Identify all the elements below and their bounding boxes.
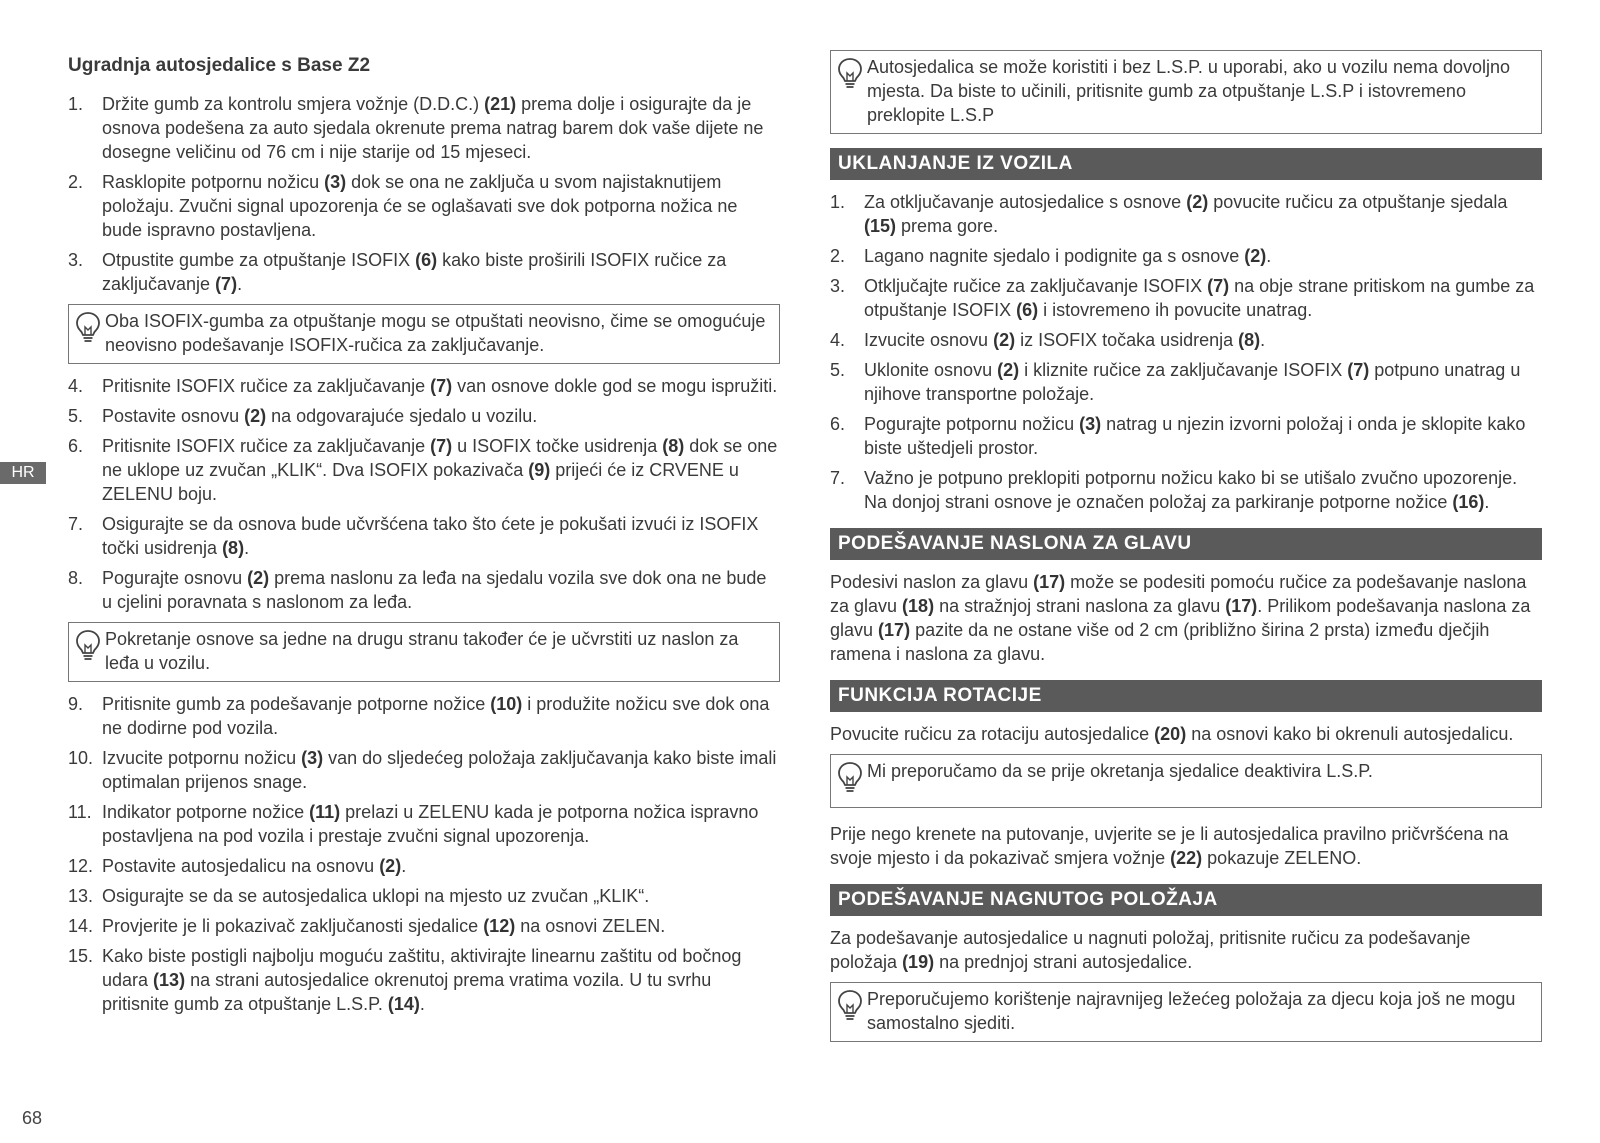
step-number: 2. xyxy=(830,246,846,266)
list-item xyxy=(68,374,780,398)
reference-number: (11) xyxy=(309,802,341,822)
text-run: na stražnjoj strani naslona za glavu xyxy=(934,596,1226,616)
text-run: Držite gumb za kontrolu smjera vožnje (D.D.C.) xyxy=(102,94,485,114)
text-run: Uklonite osnovu xyxy=(864,360,998,380)
text-run: Važno je potpuno preklopiti potpornu nožicu kako bi se utišalo zvučno upozorenje. Na donjoj strani osnove je označen položaj za parkiranje potporne nožice xyxy=(864,468,1518,512)
list-item xyxy=(830,328,1542,352)
note-box xyxy=(68,304,780,364)
reference-number: (7) xyxy=(430,436,453,456)
step-number: 11. xyxy=(68,802,92,822)
text-run: na obje strane pritiskom na gumbe za otpuštanje ISOFIX xyxy=(864,276,1535,320)
text-run: van do sljedećeg položaja zaključavanja kako biste imali optimalan prijenos snage. xyxy=(102,748,777,792)
reference-number: (2) xyxy=(993,330,1016,350)
paragraph xyxy=(830,570,1542,666)
note-box xyxy=(830,982,1542,1042)
text-run: Podesivi naslon za glavu xyxy=(830,572,1034,592)
reference-number: (2) xyxy=(997,360,1020,380)
reference-number: (14) xyxy=(387,994,420,1014)
section-header: FUNKCIJA ROTACIJE xyxy=(830,680,1542,712)
text-run: Pogurajte osnovu xyxy=(102,568,248,588)
text-run: prelazi u ZELENU kada je potporna nožica ispravno postavljena na pod vozila i prestaje zvučni signal upozorenja. xyxy=(102,802,759,846)
list-item xyxy=(68,566,780,614)
list-item xyxy=(830,412,1542,460)
text-run: na prednjoj strani autosjedalice. xyxy=(934,952,1193,972)
text-run: . xyxy=(1484,492,1490,512)
reference-number: (16) xyxy=(1452,492,1485,512)
text-run: Izvucite potpornu nožicu xyxy=(102,748,302,768)
lightbulb-icon xyxy=(837,57,863,91)
reference-number: (13) xyxy=(153,970,186,990)
reference-number: (21) xyxy=(484,94,517,114)
text-run: pokazuje ZELENO. xyxy=(1202,848,1362,868)
text-run: . xyxy=(244,538,250,558)
step-number: 12. xyxy=(68,856,94,876)
note-text: Mi preporučamo da se prije okretanja sjedalice deaktivira L.S.P. xyxy=(867,761,1373,781)
text-run: . xyxy=(237,274,243,294)
text-run: Osigurajte se da se autosjedalica uklopi na mjesto uz zvučan „KLIK“. xyxy=(102,886,650,906)
reference-number: (8) xyxy=(222,538,245,558)
note-text: Autosjedalica se može koristiti i bez L.S.P. u uporabi, ako u vozilu nema dovoljno mjesta. Da biste to učinili, pritisnite gumb za otpuštanje L.S.P i istovremeno preklopite L.S.P xyxy=(867,57,1511,125)
reference-number: (9) xyxy=(528,460,551,480)
text-run: dok se ona ne zaključa u svom najistaknutijem položaju. Zvučni signal upozorenja će se oglašavati sve dok potporna nožica ne bude ispravno postavljena. xyxy=(102,172,738,240)
paragraph xyxy=(830,822,1542,870)
list-item xyxy=(68,248,780,296)
text-run: Povucite ručicu za rotaciju autosjedalice xyxy=(830,724,1155,744)
list-item xyxy=(68,404,780,428)
text-run: može se podesiti pomoću ručice za podešavanje naslona za glavu xyxy=(830,572,1527,616)
text-run: Rasklopite potpornu nožicu xyxy=(102,172,325,192)
text-run: potpuno unatrag u njihove transportne položaje. xyxy=(864,360,1521,404)
reference-number: (17) xyxy=(1225,596,1258,616)
list-item xyxy=(830,190,1542,238)
text-run: dok se one ne uklope uz zvučan „KLIK“. Dva ISOFIX pokazivača xyxy=(102,436,778,480)
step-number: 1. xyxy=(830,192,846,212)
list-item xyxy=(68,746,780,794)
step-number: 6. xyxy=(68,436,84,456)
note-text: Pokretanje osnove sa jedne na drugu stranu također će je učvrstiti uz naslon za leđa u vozilu. xyxy=(105,629,739,673)
text-run: Postavite autosjedalicu na osnovu xyxy=(102,856,380,876)
text-run: Kako biste postigli najbolju moguću zaštitu, aktivirajte linearnu zaštitu od bočnog udara xyxy=(102,946,742,990)
list-item xyxy=(830,274,1542,322)
text-run: povucite ručicu za otpuštanje sjedala xyxy=(1208,192,1508,212)
reference-number: (3) xyxy=(324,172,347,192)
reference-number: (10) xyxy=(490,694,523,714)
lightbulb-icon xyxy=(837,989,863,1023)
reference-number: (3) xyxy=(301,748,324,768)
paragraph xyxy=(830,722,1542,746)
list-item xyxy=(68,92,780,164)
list-item xyxy=(68,434,780,506)
note-box xyxy=(68,622,780,682)
list-item xyxy=(830,466,1542,514)
text-run: prema dolje i osigurajte da je osnova podešena za auto sjedala okrenute prema natrag barem dok vaše dijete ne dosegne veličinu od 76 cm i nije starije od 15 mjeseci. xyxy=(102,94,764,162)
step-number: 13. xyxy=(68,886,94,906)
step-number: 2. xyxy=(68,172,84,192)
note-box xyxy=(830,754,1542,808)
right-column xyxy=(830,50,1542,1052)
reference-number: (17) xyxy=(878,620,911,640)
list-item xyxy=(68,512,780,560)
text-run: . xyxy=(1266,246,1272,266)
text-run: Za podešavanje autosjedalice u nagnuti položaj, pritisnite ručicu za podešavanje položaja xyxy=(830,928,1471,972)
reference-number: (15) xyxy=(864,216,897,236)
step-number: 9. xyxy=(68,694,84,714)
text-run: Izvucite osnovu xyxy=(864,330,994,350)
step-number: 14. xyxy=(68,916,94,936)
reference-number: (2) xyxy=(244,406,267,426)
step-number: 10. xyxy=(68,748,94,768)
lightbulb-icon xyxy=(75,311,101,345)
list-item xyxy=(68,914,780,938)
reference-number: (18) xyxy=(902,596,935,616)
text-run: Otključajte ručice za zaključavanje ISOFIX xyxy=(864,276,1208,296)
lightbulb-icon xyxy=(837,761,863,795)
reference-number: (19) xyxy=(902,952,935,972)
step-number: 4. xyxy=(830,330,846,350)
note-text: Preporučujemo korištenje najravnijeg ležećeg položaja za djecu koja još ne mogu samostalno sjediti. xyxy=(867,989,1516,1033)
reference-number: (22) xyxy=(1170,848,1203,868)
reference-number: (8) xyxy=(1238,330,1261,350)
text-run: natrag u njezin izvorni položaj i onda je sklopite kako biste uštedjeli prostor. xyxy=(864,414,1526,458)
reference-number: (20) xyxy=(1154,724,1187,744)
text-run: na osnovi kako bi okrenuli autosjedalicu. xyxy=(1186,724,1514,744)
text-run: i kliznite ručice za zaključavanje ISOFIX xyxy=(1019,360,1348,380)
reference-number: (2) xyxy=(379,856,402,876)
reference-number: (2) xyxy=(247,568,270,588)
left-column xyxy=(68,50,780,1022)
step-number: 7. xyxy=(68,514,84,534)
paragraph xyxy=(830,926,1542,974)
list-item xyxy=(68,170,780,242)
text-run: i istovremeno ih povucite unatrag. xyxy=(1038,300,1313,320)
reference-number: (2) xyxy=(1244,246,1267,266)
lightbulb-icon xyxy=(75,629,101,663)
note-text: Oba ISOFIX-gumba za otpuštanje mogu se otpuštati neovisno, čime se omogućuje neovisno podešavanje ISOFIX-ručica za zaključavanje. xyxy=(105,311,766,355)
reference-number: (7) xyxy=(430,376,453,396)
language-tab: HR xyxy=(0,462,46,484)
list-item xyxy=(68,854,780,878)
reference-number: (3) xyxy=(1079,414,1102,434)
list-item xyxy=(68,884,780,908)
text-run: Lagano nagnite sjedalo i podignite ga s osnove xyxy=(864,246,1245,266)
reference-number: (12) xyxy=(483,916,516,936)
text-run: i produžite nožicu sve dok ona ne dodirne pod vozila. xyxy=(102,694,770,738)
text-run: u ISOFIX točke usidrenja xyxy=(452,436,663,456)
note-box xyxy=(830,50,1542,134)
text-run: prijeći će iz CRVENE u ZELENU boju. xyxy=(102,460,739,504)
reference-number: (8) xyxy=(662,436,685,456)
text-run: Pritisnite ISOFIX ručice za zaključavanje xyxy=(102,376,431,396)
text-run: pazite da ne ostane više od 2 cm (približno širina 2 prsta) između dječjih ramena i naslona za glavu. xyxy=(830,620,1490,664)
page-number: 68 xyxy=(22,1108,43,1128)
section-header: PODEŠAVANJE NASLONA ZA GLAVU xyxy=(830,528,1542,560)
text-run: Otpustite gumbe za otpuštanje ISOFIX xyxy=(102,250,416,270)
steps-list xyxy=(68,92,780,296)
text-run: Osigurajte se da osnova bude učvršćena tako što ćete je pokušati izvući iz ISOFIX točki usidrenja xyxy=(102,514,759,558)
text-run: . Prilikom podešavanja naslona za glavu xyxy=(830,596,1531,640)
reference-number: (7) xyxy=(1207,276,1230,296)
step-number: 4. xyxy=(68,376,84,396)
text-run: . xyxy=(401,856,407,876)
list-item xyxy=(830,244,1542,268)
step-number: 5. xyxy=(68,406,84,426)
text-run: van osnove dokle god se mogu ispružiti. xyxy=(452,376,778,396)
text-run: na odgovarajuće sjedalo u vozilu. xyxy=(266,406,538,426)
text-run: . xyxy=(1260,330,1266,350)
list-item xyxy=(68,944,780,1016)
text-run: Provjerite je li pokazivač zaključanosti sjedalice xyxy=(102,916,484,936)
text-run: Postavite osnovu xyxy=(102,406,245,426)
steps-list xyxy=(68,692,780,1016)
text-run: . xyxy=(419,994,425,1014)
step-number: 3. xyxy=(68,250,84,270)
step-number: 7. xyxy=(830,468,846,488)
reference-number: (7) xyxy=(1347,360,1370,380)
text-run: prema gore. xyxy=(896,216,999,236)
text-run: Pritisnite gumb za podešavanje potporne nožice xyxy=(102,694,491,714)
text-run: prema naslonu za leđa na sjedalu vozila sve dok ona ne bude u cjelini poravnata s naslonom za leđa. xyxy=(102,568,767,612)
reference-number: (17) xyxy=(1033,572,1066,592)
reference-number: (7) xyxy=(215,274,238,294)
list-item xyxy=(68,692,780,740)
text-run: na strani autosjedalice okrenutoj prema vratima vozila. U tu svrhu pritisnite gumb za otpuštanje L.S.P. xyxy=(102,970,712,1014)
list-item xyxy=(68,800,780,848)
text-run: kako biste proširili ISOFIX ručice za zaključavanje xyxy=(102,250,727,294)
step-number: 3. xyxy=(830,276,846,296)
text-run: Pritisnite ISOFIX ručice za zaključavanje xyxy=(102,436,431,456)
section-header: PODEŠAVANJE NAGNUTOG POLOŽAJA xyxy=(830,884,1542,916)
text-run: Prije nego krenete na putovanje, uvjerite se je li autosjedalica pravilno pričvršćena na svoje mjesto i da pokazivač smjera vožnje xyxy=(830,824,1509,868)
steps-list xyxy=(830,190,1542,514)
step-number: 1. xyxy=(68,94,84,114)
reference-number: (6) xyxy=(415,250,438,270)
text-run: Pogurajte potpornu nožicu xyxy=(864,414,1080,434)
step-number: 8. xyxy=(68,568,84,588)
reference-number: (2) xyxy=(1186,192,1209,212)
reference-number: (6) xyxy=(1016,300,1039,320)
text-run: Za otključavanje autosjedalice s osnove xyxy=(864,192,1187,212)
list-item xyxy=(830,358,1542,406)
section-header: UKLANJANJE IZ VOZILA xyxy=(830,148,1542,180)
section-title: Ugradnja autosjedalice s Base Z2 xyxy=(68,55,371,76)
step-number: 6. xyxy=(830,414,846,434)
step-number: 15. xyxy=(68,946,94,966)
text-run: iz ISOFIX točaka usidrenja xyxy=(1015,330,1239,350)
step-number: 5. xyxy=(830,360,846,380)
steps-list xyxy=(68,374,780,614)
text-run: Indikator potporne nožice xyxy=(102,802,310,822)
text-run: na osnovi ZELEN. xyxy=(515,916,666,936)
